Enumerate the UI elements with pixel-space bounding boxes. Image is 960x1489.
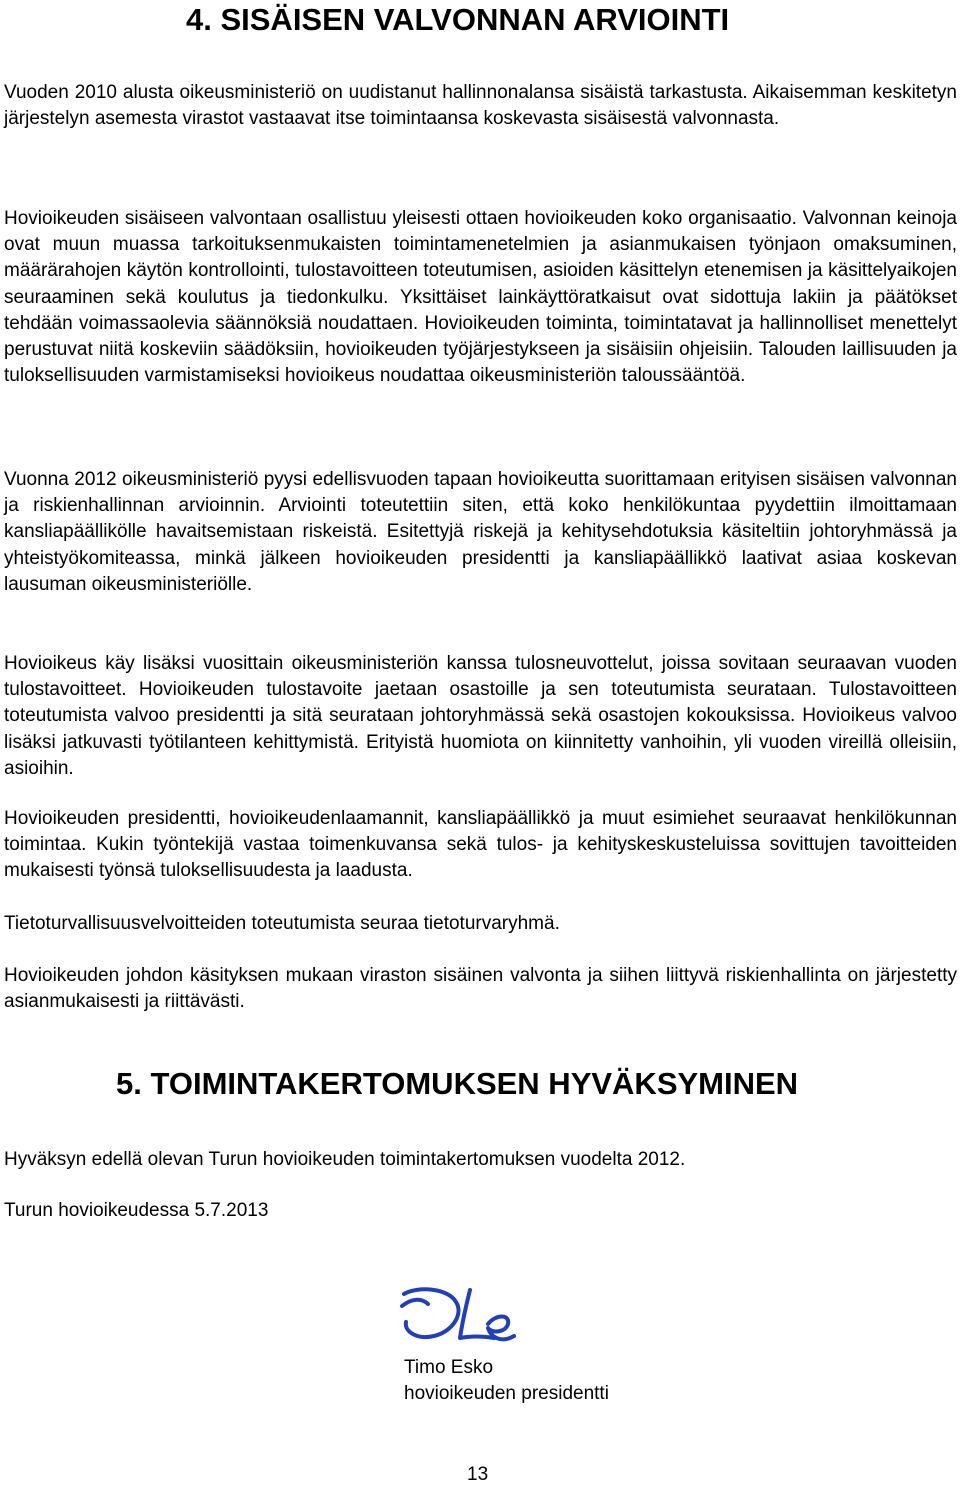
paragraph-4: Hovioikeus käy lisäksi vuosittain oikeusministeriön kanssa tulosneuvottelut, joissa sovitaan seuraavan vuoden tulostavoitteet. Hovioikeuden tulostavoite jaetaan osastoille ja sen toteutumista seurataan. Tulostavoitteen toteutumista valvoo presidentti ja sitä seurataan johtoryhmässä sekä osastojen kokouksissa. Hovioikeus valvoo lisäksi jatkuvasti työtilanteen kehittymistä. Erityistä huomiota on kiinnitetty vanhoihin, yli vuoden vireillä olleisiin, asioihin. — [4, 653, 957, 779]
paragraph-1: Vuoden 2010 alusta oikeusministeriö on uudistanut hallinnonalansa sisäistä tarkastusta. Aikaisemman keskitetyn järjestelyn asemesta virastot vastaavat itse toimintaansa koskevasta sisäisestä valvonnasta. — [4, 82, 957, 130]
paragraph-5: Hovioikeuden presidentti, hovioikeudenlaamannit, kansliapäällikkö ja muut esimiehet seuraavat henkilökunnan toimintaa. Kukin työntekijä vastaa toimenkuvansa sekä tulos- ja kehityskeskusteluissa sovittujen tavoitteiden mukaisesti työnsä tuloksellisuudesta ja laadusta. — [4, 808, 957, 882]
signer-name: Timo Esko — [404, 1357, 494, 1378]
handwritten-signature — [396, 1284, 516, 1346]
signer-title: hovioikeuden presidentti — [404, 1383, 609, 1404]
section-5-title: 5. TOIMINTAKERTOMUKSEN HYVÄKSYMINEN — [116, 1066, 799, 1101]
paragraph-7: Hovioikeuden johdon käsityksen mukaan viraston sisäinen valvonta ja siihen liittyvä riskienhallinta on järjestetty asianmukaisesti ja riittävästi. — [4, 965, 957, 1013]
paragraph-6: Tietoturvallisuusvelvoitteiden toteutumista seuraa tietoturvaryhmä. — [4, 913, 560, 934]
section-4-title: 4. SISÄISEN VALVONNAN ARVIOINTI — [186, 2, 730, 37]
paragraph-2: Hovioikeuden sisäiseen valvontaan osallistuu yleisesti ottaen hovioikeuden koko organisaatio. Valvonnan keinoja ovat muun muassa tarkoituksenmukaisten toimintamenetelmien ja asianmukaisen työnjaon omaksuminen, määrärahojen käytön kontrollointi, tulostavoitteen toteutumisen, asioiden käsittelyn etenemisen ja käsittelyaikojen seuraaminen sekä koulutus ja tiedonkulku. Yksittäiset lainkäyttöratkaisut ovat sidottuja lakiin ja päätökset tehdään voimassaolevia säännöksiä noudattaen. Hovioikeuden toiminta, toimintatavat ja hallinnolliset menettelyt perustuvat niitä koskeviin säädöksiin, hovioikeuden työjärjestykseen ja sisäisiin ohjeisiin. Talouden laillisuuden ja tuloksellisuuden varmistamiseksi hovioikeus noudattaa oikeusministeriön taloussääntöä. — [4, 208, 957, 387]
approval-text: Hyväksyn edellä olevan Turun hovioikeuden toimintakertomuksen vuodelta 2012. — [4, 1149, 686, 1170]
page-number: 13 — [467, 1464, 489, 1485]
place-and-date: Turun hovioikeudessa 5.7.2013 — [4, 1200, 269, 1221]
paragraph-3: Vuonna 2012 oikeusministeriö pyysi edellisvuoden tapaan hovioikeutta suorittamaan erityisen sisäisen valvonnan ja riskienhallinnan arvioinnin. Arviointi toteutettiin siten, että koko henkilökuntaa pyydettiin ilmoittamaan kansliapäällikölle havaitsemistaan riskeistä. Esitettyjä riskejä ja kehitysehdotuksia käsiteltiin johtoryhmässä ja yhteistyökomiteassa, minkä jälkeen hovioikeuden presidentti ja kansliapäällikkö laativat asiaa koskevan lausuman oikeusministeriölle. — [4, 469, 957, 595]
